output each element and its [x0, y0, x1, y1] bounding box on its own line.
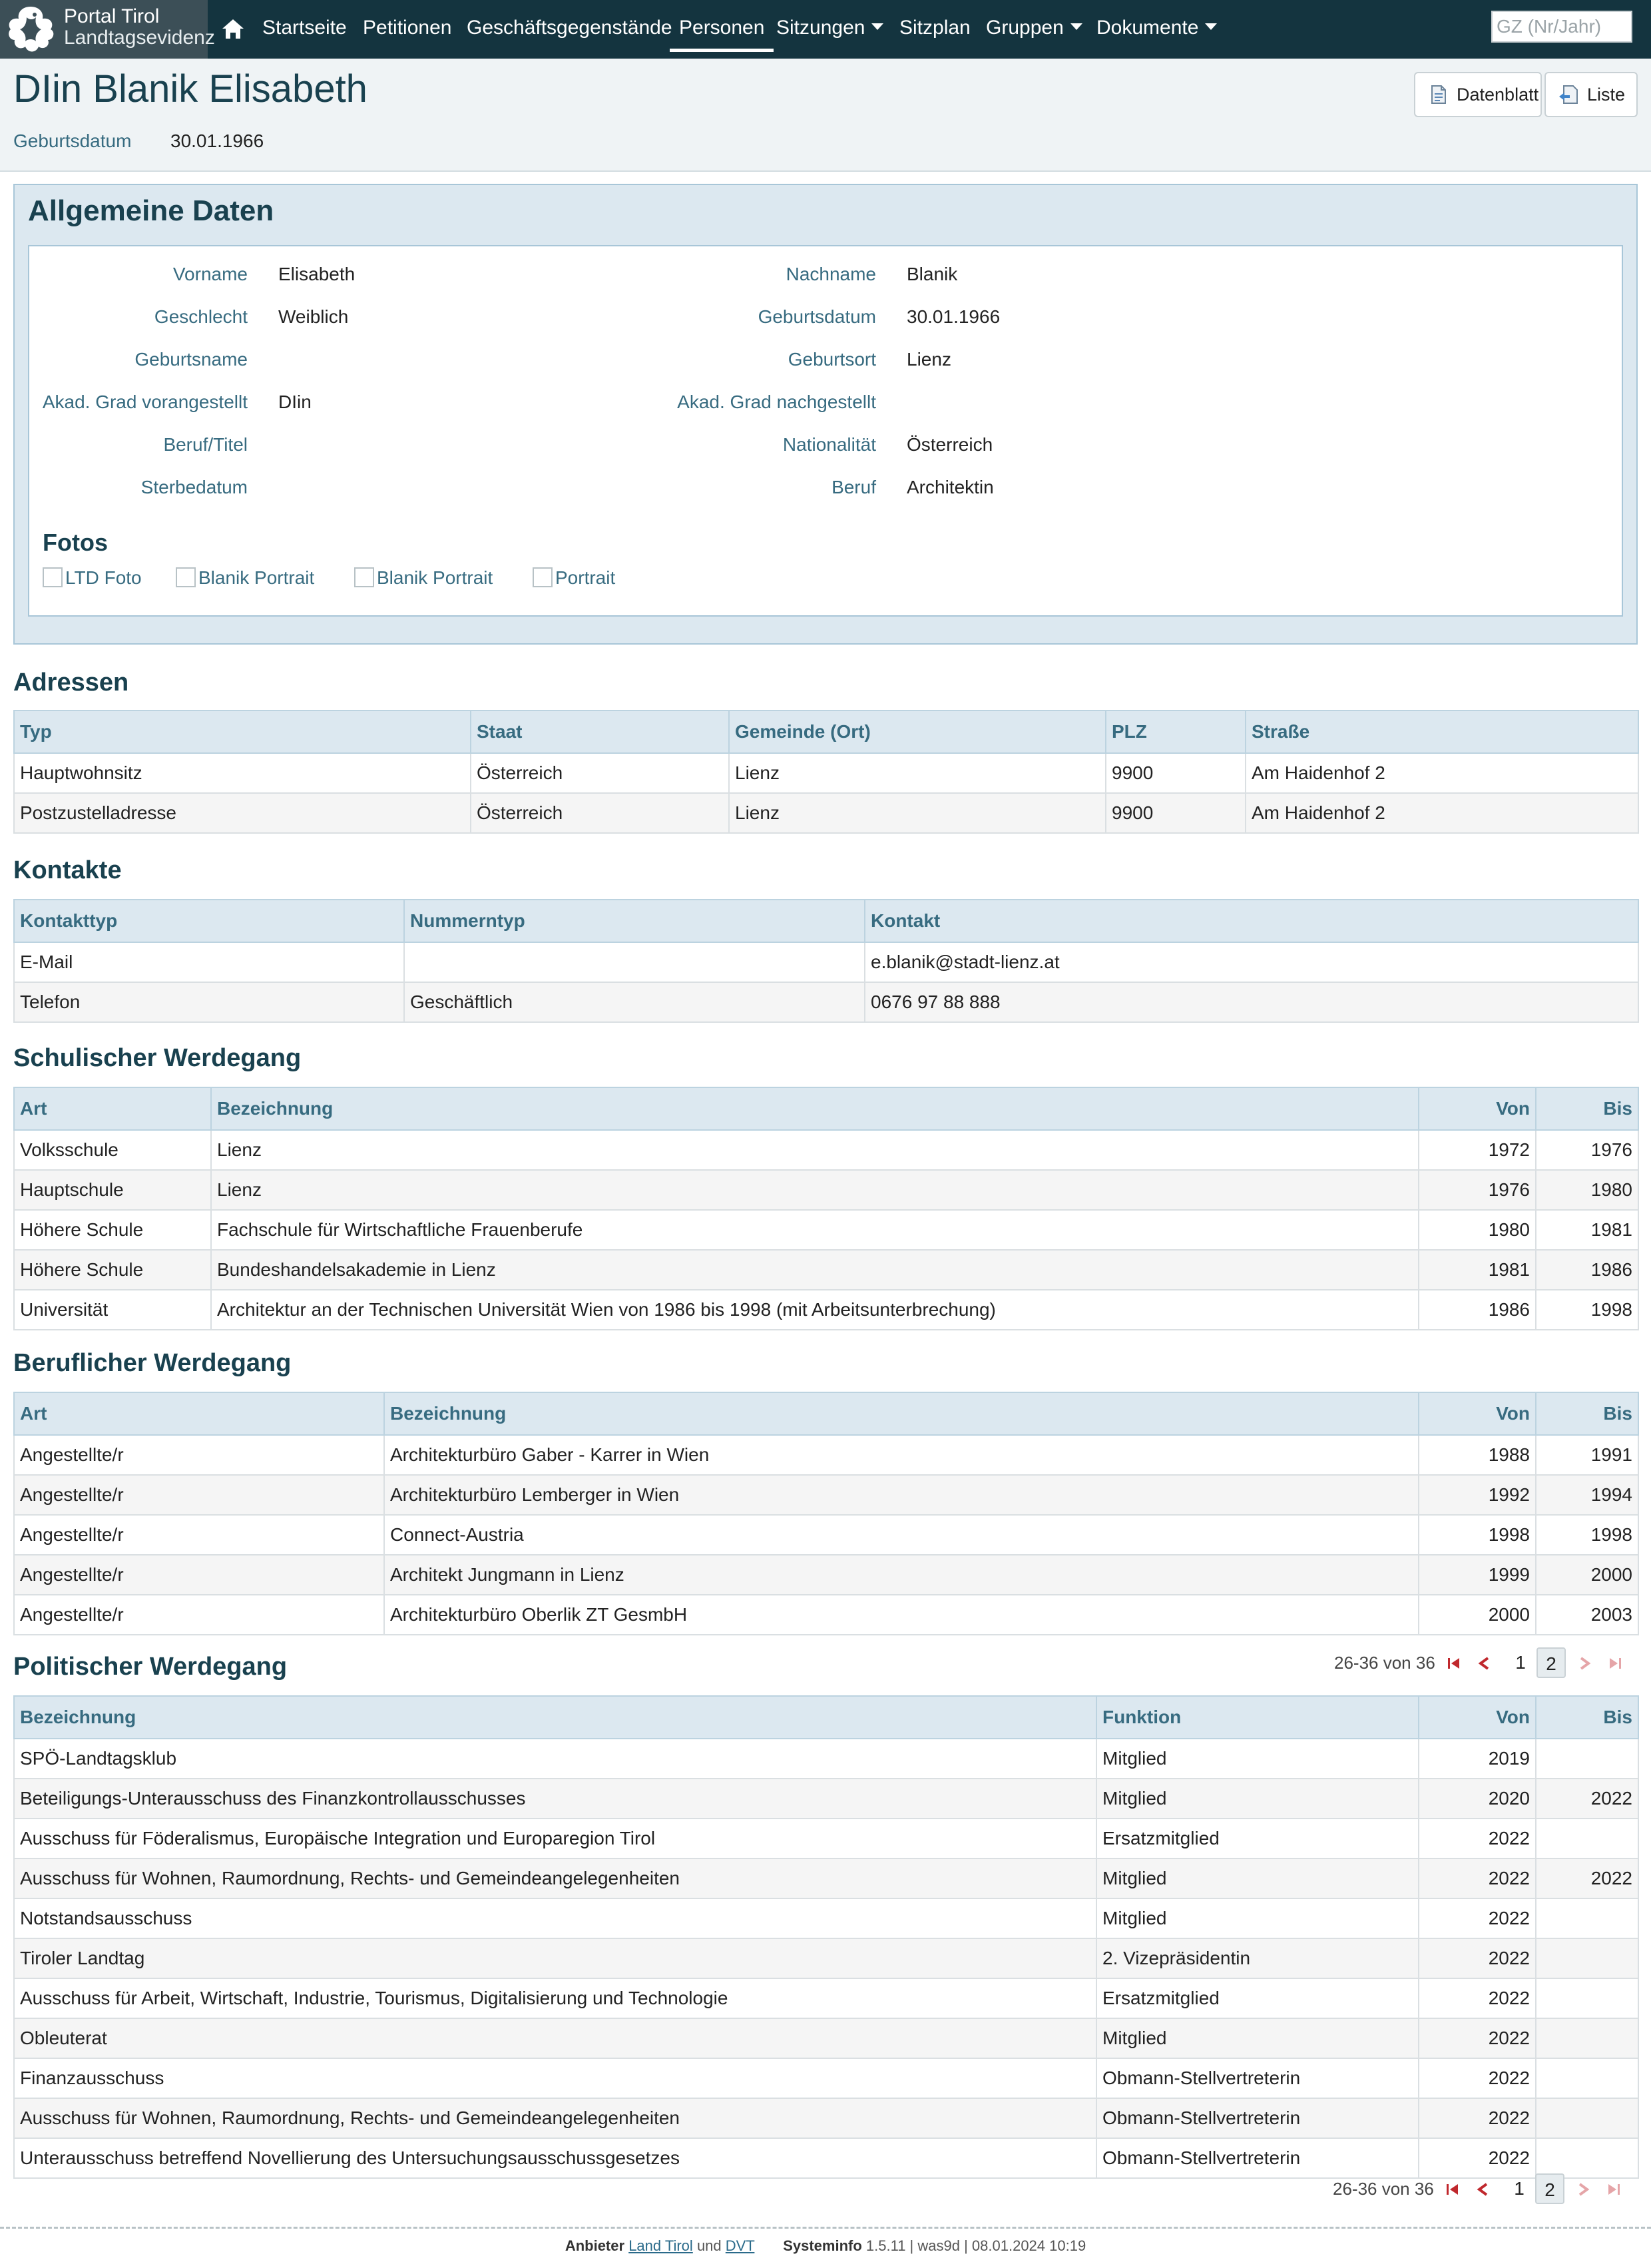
contacts-title: Kontakte: [13, 856, 122, 884]
column-header[interactable]: Bis: [1536, 1696, 1638, 1739]
table-cell: 2022: [1419, 1858, 1536, 1898]
table-cell: 2022: [1419, 1898, 1536, 1938]
table-cell: 2. Vizepräsidentin: [1096, 1938, 1419, 1978]
table-cell: Obmann-Stellvertreterin: [1096, 2058, 1419, 2098]
field-label-geschlecht: Geschlecht: [154, 306, 248, 327]
photo-blanik-portrait-1[interactable]: [176, 567, 314, 589]
column-header[interactable]: Art: [14, 1087, 211, 1130]
column-header[interactable]: Von: [1419, 1392, 1536, 1435]
table-cell: Angestellte/r: [14, 1475, 384, 1515]
last-page-icon[interactable]: [1606, 1654, 1624, 1673]
photo-alt-text: Blanik Portrait: [198, 567, 315, 588]
column-header[interactable]: Straße: [1246, 710, 1638, 753]
column-header[interactable]: Bis: [1536, 1087, 1638, 1130]
field-label-beruf: Beruf: [831, 477, 876, 497]
general-data-body: [28, 245, 1623, 617]
photo-alt-text: Portrait: [555, 567, 616, 588]
column-header[interactable]: PLZ: [1106, 710, 1246, 753]
column-header[interactable]: Gemeinde (Ort): [729, 710, 1106, 753]
column-header[interactable]: Nummerntyp: [404, 900, 865, 942]
table-cell: [1536, 1898, 1638, 1938]
table-cell: SPÖ-Landtagsklub: [14, 1739, 1096, 1779]
table-row: [14, 2098, 1638, 2138]
header-birth-value: 30.01.1966: [170, 131, 264, 151]
political-title: Politischer Werdegang: [13, 1653, 288, 1681]
table-row: [14, 1938, 1638, 1978]
table-cell: 1998: [1419, 1515, 1536, 1555]
table-cell: 1980: [1419, 1210, 1536, 1250]
table-cell: [1536, 1739, 1638, 1779]
pagination-bottom: [1333, 2173, 1636, 2205]
table-cell: Am Haidenhof 2: [1246, 753, 1638, 793]
previous-page-icon[interactable]: [1474, 2180, 1493, 2199]
table-cell: Obmann-Stellvertreterin: [1096, 2138, 1419, 2178]
table-cell: Ausschuss für Föderalismus, Europäische Integration und Europaregion Tirol: [14, 1819, 1096, 1858]
school-title: Schulischer Werdegang: [13, 1044, 302, 1072]
column-header[interactable]: Kontakttyp: [14, 900, 404, 942]
document-icon: [1427, 84, 1449, 105]
general-data-title: Allgemeine Daten: [28, 194, 274, 227]
column-header[interactable]: Bezeichnung: [384, 1392, 1419, 1435]
table-row: [14, 1290, 1638, 1330]
table-cell: Architekturbüro Gaber - Karrer in Wien: [384, 1435, 1419, 1475]
nav-gruppen-label: Gruppen: [986, 17, 1064, 39]
footer-and: und: [696, 2237, 722, 2254]
field-label-vorname: Vorname: [172, 264, 248, 284]
liste-label: Liste: [1587, 85, 1626, 105]
field-value-nachname: Blanik: [907, 264, 958, 284]
footer-sysinfo-label: Systeminfo: [783, 2237, 862, 2254]
photos-title: Fotos: [43, 529, 108, 556]
table-row: [14, 1978, 1638, 2018]
table-cell: [1536, 1819, 1638, 1858]
table-row: [14, 1170, 1638, 1210]
table-cell: Volksschule: [14, 1130, 211, 1170]
table-cell: 2000: [1536, 1555, 1638, 1595]
table-cell: [1536, 1978, 1638, 2018]
field-label-beruf-titel: Beruf/Titel: [163, 434, 248, 455]
table-cell: 2022: [1419, 1819, 1536, 1858]
field-label-nationalitaet: Nationalität: [782, 434, 876, 455]
back-to-list-icon: [1558, 84, 1579, 105]
page-2-current[interactable]: 2: [1536, 1647, 1566, 1678]
nav-sitzplan[interactable]: Sitzplan: [899, 17, 971, 39]
column-header[interactable]: Bezeichnung: [211, 1087, 1419, 1130]
table-cell: Obleuterat: [14, 2018, 1096, 2058]
table-cell: 9900: [1106, 793, 1246, 833]
table-cell: Bundeshandelsakademie in Lienz: [211, 1250, 1419, 1290]
page-1-link[interactable]: 1: [1514, 2178, 1525, 2199]
pagination-top: [1334, 1647, 1638, 1679]
table-cell: 1972: [1419, 1130, 1536, 1170]
table-row: [14, 753, 1638, 793]
liste-button[interactable]: [1544, 72, 1638, 117]
table-cell: 0676 97 88 888: [865, 982, 1638, 1022]
field-label-nachname: Nachname: [786, 264, 876, 284]
tyrolean-eagle-icon: [4, 3, 57, 56]
table-row: [14, 1515, 1638, 1555]
table-cell: 1981: [1536, 1210, 1638, 1250]
top-navbar: [0, 0, 1651, 59]
nav-dokumente-label: Dokumente: [1096, 17, 1199, 39]
addresses-table: [13, 710, 1639, 834]
field-value-akad-grad-vorangestellt: DIin: [278, 392, 312, 412]
table-row: [14, 1475, 1638, 1515]
table-cell: Mitglied: [1096, 1898, 1419, 1938]
previous-page-icon[interactable]: [1475, 1654, 1494, 1673]
table-cell: E-Mail: [14, 942, 404, 982]
column-header[interactable]: Funktion: [1096, 1696, 1419, 1739]
nav-gruppen[interactable]: [986, 0, 1082, 59]
table-cell: [404, 942, 865, 982]
table-cell: 2022: [1536, 1779, 1638, 1819]
field-value-geburtsdatum: 30.01.1966: [907, 306, 1001, 327]
table-row: [14, 982, 1638, 1022]
table-cell: Ausschuss für Arbeit, Wirtschaft, Industrie, Tourismus, Digitalisierung und Technologie: [14, 1978, 1096, 2018]
field-label-geburtsdatum: Geburtsdatum: [758, 306, 876, 327]
table-cell: [1536, 2058, 1638, 2098]
broken-image-icon: [533, 567, 553, 587]
nav-personen[interactable]: Personen: [679, 0, 764, 59]
table-cell: 1988: [1419, 1435, 1536, 1475]
field-label-sterbedatum: Sterbedatum: [140, 477, 248, 497]
table-row: [14, 1819, 1638, 1858]
page-2-current[interactable]: 2: [1535, 2173, 1564, 2204]
table-cell: 1999: [1419, 1555, 1536, 1595]
table-cell: 1998: [1536, 1515, 1638, 1555]
career-table: [13, 1392, 1639, 1635]
table-row: [14, 2058, 1638, 2098]
table-cell: 1986: [1536, 1250, 1638, 1290]
table-cell: 2019: [1419, 1739, 1536, 1779]
table-cell: 1986: [1419, 1290, 1536, 1330]
field-label-akad-grad-vorangestellt: Akad. Grad vorangestellt: [42, 392, 248, 412]
next-page-icon[interactable]: [1574, 2180, 1592, 2199]
table-cell: Tiroler Landtag: [14, 1938, 1096, 1978]
table-cell: Architektur an der Technischen Universität Wien von 1986 bis 1998 (mit Arbeitsunterbrechung): [211, 1290, 1419, 1330]
table-cell: Fachschule für Wirtschaftliche Frauenberufe: [211, 1210, 1419, 1250]
footer-sysinfo-value: 1.5.11 | was9d | 08.01.2024 10:19: [865, 2237, 1086, 2254]
table-cell: Finanzausschuss: [14, 2058, 1096, 2098]
photo-alt-text: LTD Foto: [65, 567, 142, 588]
table-cell: 2022: [1536, 1858, 1638, 1898]
table-cell: [1536, 2138, 1638, 2178]
table-cell: Beteiligungs-Unterausschuss des Finanzkontrollausschusses: [14, 1779, 1096, 1819]
table-cell: Ersatzmitglied: [1096, 1978, 1419, 2018]
page-1-link[interactable]: 1: [1515, 1652, 1526, 1673]
nav-petitionen[interactable]: Petitionen: [363, 17, 452, 39]
table-cell: Österreich: [471, 753, 729, 793]
table-cell: Ausschuss für Wohnen, Raumordnung, Rechts- und Gemeindeangelegenheiten: [14, 1858, 1096, 1898]
addresses-title: Adressen: [13, 669, 129, 697]
table-cell: Telefon: [14, 982, 404, 1022]
chevron-down-icon: [871, 23, 883, 30]
contacts-table: [13, 899, 1639, 1023]
home-icon[interactable]: [220, 16, 246, 43]
table-cell: 2022: [1419, 2138, 1536, 2178]
first-page-icon[interactable]: [1445, 1654, 1463, 1673]
table-cell: [1536, 2018, 1638, 2058]
table-cell: Angestellte/r: [14, 1595, 384, 1635]
table-row: [14, 2018, 1638, 2058]
table-cell: 2022: [1419, 2058, 1536, 2098]
political-table: [13, 1695, 1639, 2179]
column-header[interactable]: Staat: [471, 710, 729, 753]
column-header[interactable]: Von: [1419, 1087, 1536, 1130]
table-cell: Obmann-Stellvertreterin: [1096, 2098, 1419, 2138]
footer-link-land-tirol[interactable]: Land Tirol: [628, 2237, 693, 2254]
table-cell: Architekt Jungmann in Lienz: [384, 1555, 1419, 1595]
field-value-geburtsort: Lienz: [907, 349, 951, 370]
table-cell: Mitglied: [1096, 1858, 1419, 1898]
column-header[interactable]: Art: [14, 1392, 384, 1435]
table-cell: 1981: [1419, 1250, 1536, 1290]
pagination-info: 26-36 von 36: [1333, 2179, 1434, 2199]
field-value-geschlecht: Weiblich: [278, 306, 349, 327]
table-cell: Am Haidenhof 2: [1246, 793, 1638, 833]
field-label-geburtsname: Geburtsname: [134, 349, 248, 370]
table-cell: Postzustelladresse: [14, 793, 471, 833]
nav-dokumente[interactable]: [1096, 0, 1217, 59]
table-cell: 1980: [1536, 1170, 1638, 1210]
footer-link-dvt[interactable]: DVT: [725, 2237, 755, 2254]
table-cell: Lienz: [211, 1130, 1419, 1170]
table-row: [14, 1595, 1638, 1635]
table-cell: 2022: [1419, 2018, 1536, 2058]
table-cell: 1992: [1419, 1475, 1536, 1515]
footer: [0, 2237, 1651, 2255]
table-cell: Höhere Schule: [14, 1250, 211, 1290]
school-table: [13, 1087, 1639, 1330]
column-header[interactable]: Kontakt: [865, 900, 1638, 942]
column-header[interactable]: Bis: [1536, 1392, 1638, 1435]
portal-logo[interactable]: [0, 0, 215, 59]
table-row: [14, 1898, 1638, 1938]
last-page-icon[interactable]: [1604, 2180, 1623, 2199]
nav-startseite[interactable]: Startseite: [262, 17, 347, 39]
chevron-down-icon: [1070, 23, 1082, 30]
table-cell: Hauptwohnsitz: [14, 753, 471, 793]
column-header[interactable]: Von: [1419, 1696, 1536, 1739]
field-label-geburtsort: Geburtsort: [788, 349, 876, 370]
datenblatt-button[interactable]: [1414, 72, 1542, 117]
career-title: Beruflicher Werdegang: [13, 1349, 292, 1377]
footer-divider: [0, 2227, 1651, 2229]
table-row: [14, 2138, 1638, 2178]
nav-sitzungen[interactable]: [776, 0, 883, 59]
table-cell: 2000: [1419, 1595, 1536, 1635]
broken-image-icon: [354, 567, 374, 587]
table-cell: Angestellte/r: [14, 1435, 384, 1475]
table-cell: Angestellte/r: [14, 1555, 384, 1595]
table-cell: 2020: [1419, 1779, 1536, 1819]
table-row: [14, 1779, 1638, 1819]
table-cell: 1976: [1419, 1170, 1536, 1210]
table-cell: Geschäftlich: [404, 982, 865, 1022]
table-row: [14, 1435, 1638, 1475]
table-cell: 1976: [1536, 1130, 1638, 1170]
header-birth-label: Geburtsdatum: [13, 131, 132, 151]
column-header[interactable]: Typ: [14, 710, 471, 753]
logo-subtitle: Landtagsevidenz: [64, 27, 215, 49]
chevron-down-icon: [1205, 23, 1217, 30]
nav-sitzungen-label: Sitzungen: [776, 17, 865, 39]
table-cell: Connect-Austria: [384, 1515, 1419, 1555]
table-cell: Unterausschuss betreffend Novellierung des Untersuchungsausschussgesetzes: [14, 2138, 1096, 2178]
table-cell: 2003: [1536, 1595, 1638, 1635]
broken-image-icon: [176, 567, 196, 587]
table-cell: [1536, 1938, 1638, 1978]
table-cell: 9900: [1106, 753, 1246, 793]
footer-provider-label: Anbieter: [565, 2237, 625, 2254]
table-cell: Lienz: [211, 1170, 1419, 1210]
table-cell: Architekturbüro Lemberger in Wien: [384, 1475, 1419, 1515]
table-cell: Höhere Schule: [14, 1210, 211, 1250]
logo-title: Portal Tirol: [64, 5, 160, 27]
table-cell: Lienz: [729, 753, 1106, 793]
table-cell: 2022: [1419, 2098, 1536, 2138]
table-row: [14, 1739, 1638, 1779]
page-title: DIin Blanik Elisabeth: [13, 67, 367, 111]
column-header[interactable]: Bezeichnung: [14, 1696, 1096, 1739]
table-cell: Ersatzmitglied: [1096, 1819, 1419, 1858]
table-cell: Angestellte/r: [14, 1515, 384, 1555]
table-cell: Architekturbüro Oberlik ZT GesmbH: [384, 1595, 1419, 1635]
table-row: [14, 1858, 1638, 1898]
table-cell: Universität: [14, 1290, 211, 1330]
table-row: [14, 1555, 1638, 1595]
table-cell: Mitglied: [1096, 2018, 1419, 2058]
table-cell: Österreich: [471, 793, 729, 833]
table-cell: 2022: [1419, 1978, 1536, 2018]
table-cell: [1536, 2098, 1638, 2138]
table-cell: 2022: [1419, 1938, 1536, 1978]
nav-geschaeftsgegenstaende[interactable]: Geschäftsgegenstände: [467, 17, 672, 39]
table-row: [14, 942, 1638, 982]
table-cell: Hauptschule: [14, 1170, 211, 1210]
broken-image-icon: [43, 567, 63, 587]
table-cell: Lienz: [729, 793, 1106, 833]
table-cell: Notstandsausschuss: [14, 1898, 1096, 1938]
field-value-beruf: Architektin: [907, 477, 994, 497]
photo-portrait[interactable]: [533, 567, 615, 589]
table-cell: 1994: [1536, 1475, 1638, 1515]
table-cell: Mitglied: [1096, 1739, 1419, 1779]
gz-search-input[interactable]: [1491, 11, 1632, 43]
datenblatt-label: Datenblatt: [1457, 85, 1539, 105]
table-cell: 1998: [1536, 1290, 1638, 1330]
table-cell: Ausschuss für Wohnen, Raumordnung, Rechts- und Gemeindeangelegenheiten: [14, 2098, 1096, 2138]
photo-alt-text: Blanik Portrait: [377, 567, 493, 588]
table-row: [14, 1250, 1638, 1290]
pagination-info: 26-36 von 36: [1334, 1653, 1435, 1673]
table-cell: e.blanik@stadt-lienz.at: [865, 942, 1638, 982]
field-value-vorname: Elisabeth: [278, 264, 355, 284]
field-label-akad-grad-nachgestellt: Akad. Grad nachgestellt: [677, 392, 876, 412]
field-value-nationalitaet: Österreich: [907, 434, 993, 455]
first-page-icon[interactable]: [1443, 2180, 1462, 2199]
table-row: [14, 1130, 1638, 1170]
table-cell: 1991: [1536, 1435, 1638, 1475]
table-row: [14, 793, 1638, 833]
table-cell: Mitglied: [1096, 1779, 1419, 1819]
photo-blanik-portrait-2[interactable]: [354, 567, 493, 589]
photo-ltd-foto[interactable]: [43, 567, 142, 589]
next-page-icon[interactable]: [1575, 1654, 1594, 1673]
table-row: [14, 1210, 1638, 1250]
